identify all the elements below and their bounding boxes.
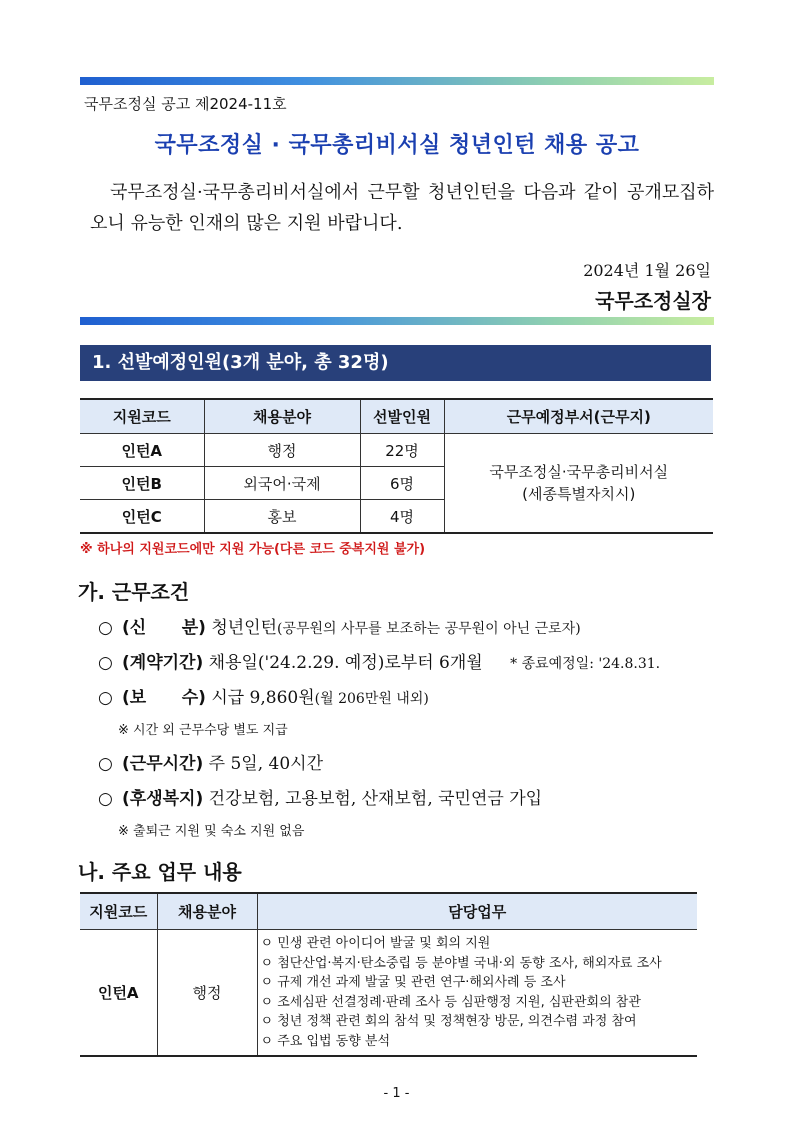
list-item: ㅇ 규제 개선 과제 발굴 및 관련 연구·해외사례 등 조사	[260, 975, 566, 990]
condition-text: 채용일('24.2.29. 예정)로부터 6개월	[208, 653, 483, 673]
recruitment-table	[80, 398, 713, 534]
circle-bullet-icon: ○	[98, 688, 113, 708]
row-field: 외국어·국제	[204, 467, 360, 500]
condition-hours	[98, 749, 323, 774]
list-item: ㅇ 민생 관련 아이디어 발굴 및 회의 지원	[260, 936, 491, 951]
circle-bullet-icon: ○	[98, 754, 113, 774]
list-item: ㅇ 첨단산업·복지·탄소중립 등 분야별 국내·외 동향 조사, 해외자료 조사	[260, 955, 662, 971]
circle-bullet-icon: ○	[98, 618, 113, 638]
page-title: 국무조정실 · 국무총리비서실 청년인턴 채용 공고	[154, 133, 640, 158]
dept-line2: (세종특별자치시)	[522, 485, 636, 503]
row-field: 행정	[204, 434, 360, 467]
dept-cell	[444, 434, 713, 534]
intro-paragraph: 국무조정실·국무총리비서실에서 근무할 청년인턴을 다음과 같이 공개모집하오니 유능한 인재의 많은 지원 바랍니다.	[90, 182, 714, 234]
condition-key: (보 수)	[122, 688, 206, 708]
condition-welfare	[98, 784, 542, 809]
notice-number: 국무조정실 공고 제2024-11호	[84, 95, 287, 113]
top-gradient-bar	[80, 77, 714, 85]
duties-cell	[257, 930, 697, 1057]
note-commute: ※ 출퇴근 지원 및 숙소 지원 없음	[118, 824, 305, 839]
header-count: 선발인원	[360, 399, 444, 434]
header-code: 지원코드	[80, 399, 204, 434]
condition-detail: (월 206만원 내외)	[314, 691, 429, 707]
row-field: 홍보	[204, 500, 360, 534]
condition-text: 시급 9,860원	[211, 688, 315, 708]
duties-table	[80, 892, 697, 1057]
header-field: 채용분야	[204, 399, 360, 434]
list-item: ㅇ 청년 정책 관련 회의 참석 및 정책현장 방문, 의견수렴 과정 참여	[260, 1014, 637, 1029]
header-duties: 담당업무	[257, 893, 697, 930]
subsection-a-heading: 가. 근무조건	[78, 580, 190, 604]
section1-heading: 1. 선발예정인원(3개 분야, 총 32명)	[80, 345, 711, 381]
condition-status	[98, 613, 581, 638]
table-header-row	[80, 893, 697, 930]
condition-text: 주 5일, 40시간	[208, 754, 323, 774]
table-row	[80, 930, 697, 1057]
condition-detail: (공무원의 사무를 보조하는 공무원이 아닌 근로자)	[277, 621, 581, 637]
list-item: ㅇ 조세심판 선결정례·판례 조사 등 심판행정 지원, 심판관회의 참관	[260, 994, 641, 1010]
row-field: 행정	[157, 930, 257, 1057]
condition-text: 청년인턴	[211, 618, 278, 638]
header-code: 지원코드	[80, 893, 157, 930]
row-count: 6명	[360, 467, 444, 500]
row-code: 인턴B	[80, 467, 204, 500]
row-count: 4명	[360, 500, 444, 534]
condition-detail: * 종료예정일: '24.8.31.	[510, 656, 661, 672]
row-count: 22명	[360, 434, 444, 467]
list-item: ㅇ 주요 입법 동향 분석	[260, 1033, 391, 1049]
condition-key: (근무시간)	[122, 754, 204, 774]
row-code: 인턴C	[80, 500, 204, 534]
condition-text: 건강보험, 고용보험, 산재보험, 국민연금 가입	[208, 789, 543, 809]
condition-key: (신 분)	[122, 618, 206, 638]
table-header-row	[80, 399, 713, 434]
duplicate-warning: ※ 하나의 지원코드에만 지원 가능(다른 코드 중복지원 불가)	[80, 542, 426, 557]
row-code: 인턴A	[80, 930, 157, 1057]
header-field: 채용분야	[157, 893, 257, 930]
row-code: 인턴A	[80, 434, 204, 467]
notice-date: 2024년 1월 26일	[583, 261, 711, 280]
subsection-b-heading: 나. 주요 업무 내용	[78, 860, 242, 884]
page-number: - 1 -	[383, 1086, 410, 1101]
condition-pay	[98, 683, 429, 708]
circle-bullet-icon: ○	[98, 653, 113, 673]
note-overtime: ※ 시간 외 근무수당 별도 지급	[118, 723, 288, 738]
header-divider-bar	[80, 317, 714, 325]
header-dept: 근무예정부서(근무지)	[444, 399, 713, 434]
condition-key: (계약기간)	[122, 653, 204, 673]
circle-bullet-icon: ○	[98, 789, 113, 809]
dept-line1: 국무조정실·국무총리비서실	[489, 463, 669, 481]
issuer: 국무조정실장	[595, 289, 711, 313]
table-row	[80, 434, 713, 467]
condition-key: (후생복지)	[122, 789, 204, 809]
condition-contract	[98, 648, 660, 673]
